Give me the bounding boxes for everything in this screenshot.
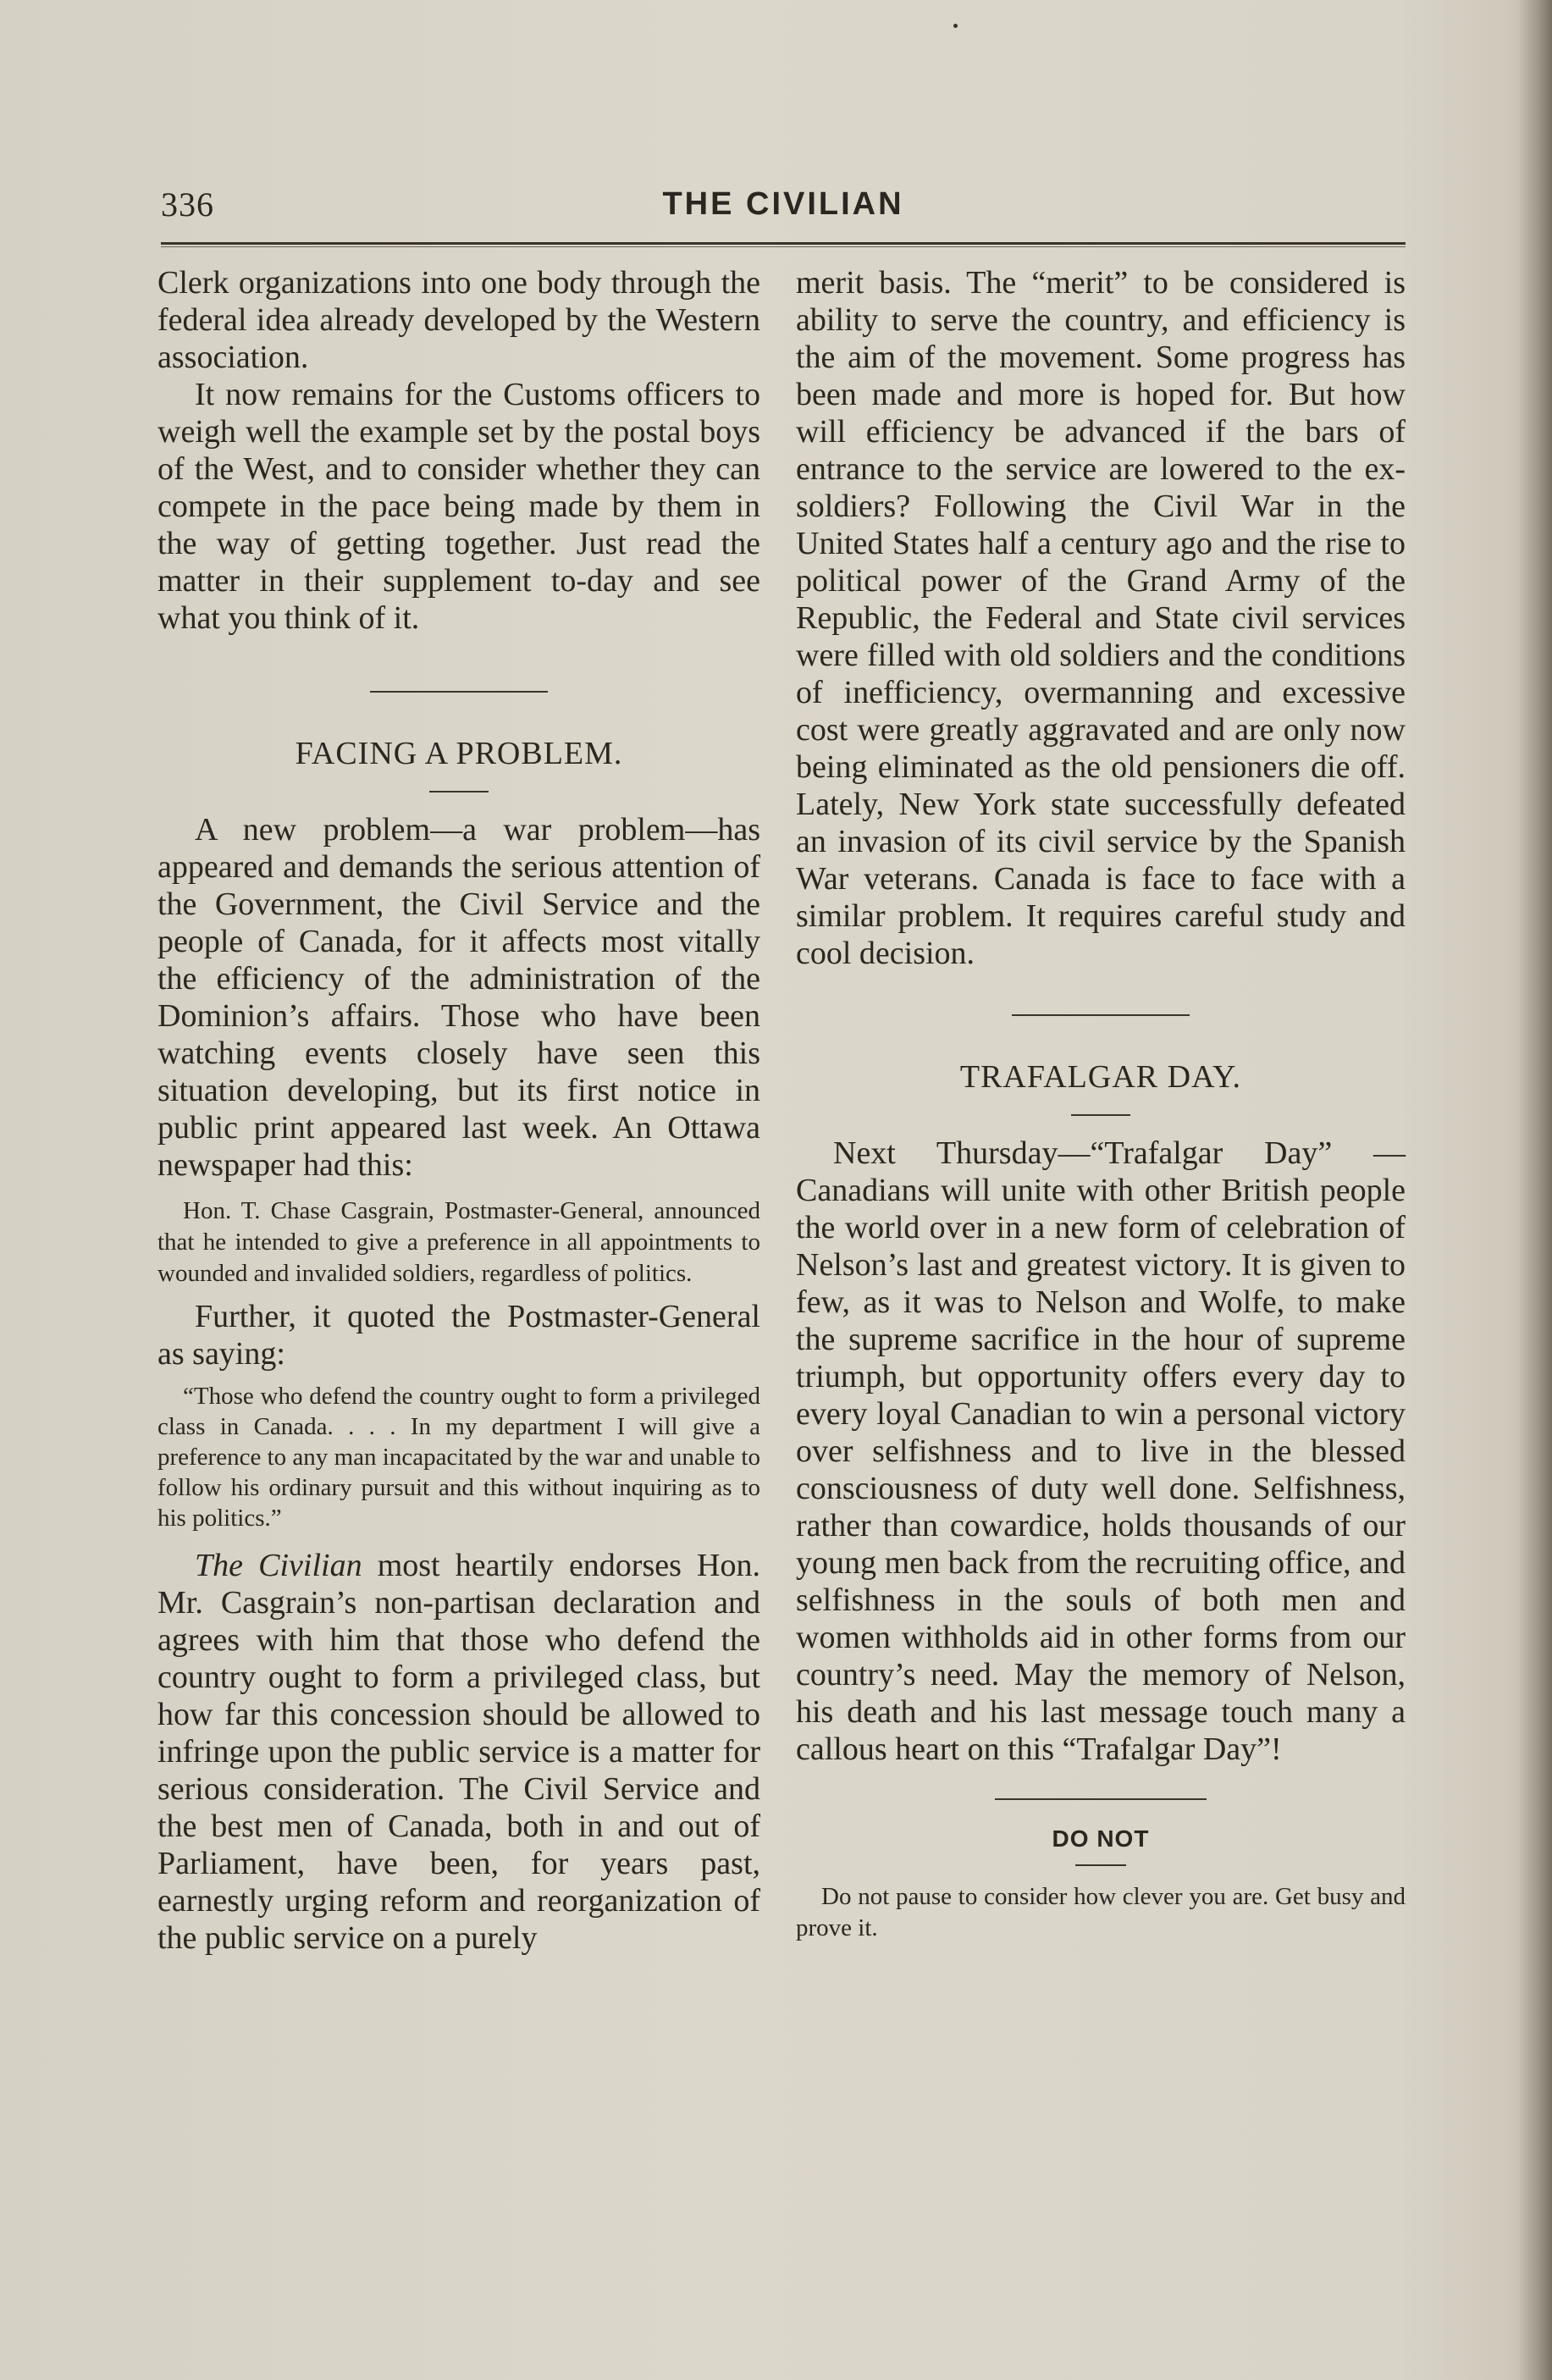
paragraph: Next Thursday—“Trafalgar Day” —Canadians will unite with other British people the world over in a new form of celebration of Nelson’s last and greatest victory. It is given to few, as it was to Nelson and Wolfe, to make the supreme sacrifice in the hour of supreme triumph, but opportunity offers every day to every loyal Canadian to win a personal victory over selfishness and to live in the blessed consciousness of duty well done. Selfishness, rather than cowardice, holds thousands of our young men back from the recruiting office, and selfishness in the souls of both men and women withholds aid in other forms from our country’s need. May the memory of Nelson, his death and his last message touch many a callous heart on this “Trafalgar Day”! xyxy=(796,1135,1406,1767)
paragraph-text: most heartily endorses Hon. Mr. Casgrain’s non-partisan declaration and agrees with him that those who defend the country ought to form a privileged class, but how far this concession should be allowed to infringe upon the public service is a matter for serious consideration. The Civil Service and the best men of Canada, both in and out of Parliament, have been, for years past, earnestly urging reform and reorganization of the public service on a purely xyxy=(157,1548,760,1956)
paragraph: Do not pause to consider how clever you are. Get busy and prove it. xyxy=(796,1883,1406,1941)
running-title: THE CIVILIAN xyxy=(662,186,904,222)
paragraph xyxy=(157,1547,760,1957)
section-heading: DO NOT xyxy=(1052,1825,1150,1852)
left-column xyxy=(157,264,760,1957)
paragraph: A new problem—a war problem—has appeared and demands the serious attention of the Government, the Civil Service and the people of Canada, for it affects most vitally the efficiency of the administration of the Dominion’s affairs. Those who have been watching events closely have seen this situation developing, but its first notice in public print appeared last week. An Ottawa newspaper had this: xyxy=(157,812,760,1183)
page-header xyxy=(161,185,1406,235)
header-rule xyxy=(161,242,1406,245)
paragraph: merit basis. The “merit” to be considered is ability to serve the country, and efficiency is the aim of the movement. Some progress has been made and more is hoped for. But how will efficiency be advanced if the bars of entrance to the service are lowered to the ex-soldiers? Following the Civil War in the United States half a century ago and the rise to political power of the Grand Army of the Republic, the Federal and State civil services were filled with old soldiers and the conditions of inefficiency, overmanning and excessive cost were greatly aggravated and are only now being eliminated as the old pensioners die off. Lately, New York state successfully defeated an invasion of its civil service by the Spanish War veterans. Canada is face to face with a similar problem. It requires careful study and cool decision. xyxy=(796,265,1406,971)
ink-speck xyxy=(953,24,958,28)
block-quote: “Those who defend the country ought to form a privileged class in Canada. . . . In my department I will give a preference to any man incapacitated by the war and unable to follow his ordinary pursuit and this without inquiring as to his politics.” xyxy=(157,1383,760,1532)
right-column xyxy=(796,264,1406,1944)
paragraph: It now remains for the Customs officers to weigh well the example set by the postal boys of the West, and to consider whether they can compete in the pace being made by them in the way of getting together. Just read the matter in their supplement to-day and see what you think of it. xyxy=(157,377,760,636)
section-heading: FACING A PROBLEM. xyxy=(295,736,623,771)
page-binding-shadow xyxy=(1518,0,1552,2380)
paragraph: Clerk organizations into one body through the federal idea already developed by the Western association. xyxy=(157,265,760,375)
page-number: 336 xyxy=(161,185,214,224)
publication-name: The Civilian xyxy=(195,1548,362,1583)
header-rule-thin xyxy=(161,246,1406,247)
paragraph: Further, it quoted the Postmaster-General as saying: xyxy=(157,1299,760,1372)
section-heading: TRAFALGAR DAY. xyxy=(959,1059,1242,1095)
block-quote: Hon. T. Chase Casgrain, Postmaster-General, announced that he intended to give a preference in all appointments to wounded and invalided soldiers, regardless of politics. xyxy=(157,1197,760,1287)
